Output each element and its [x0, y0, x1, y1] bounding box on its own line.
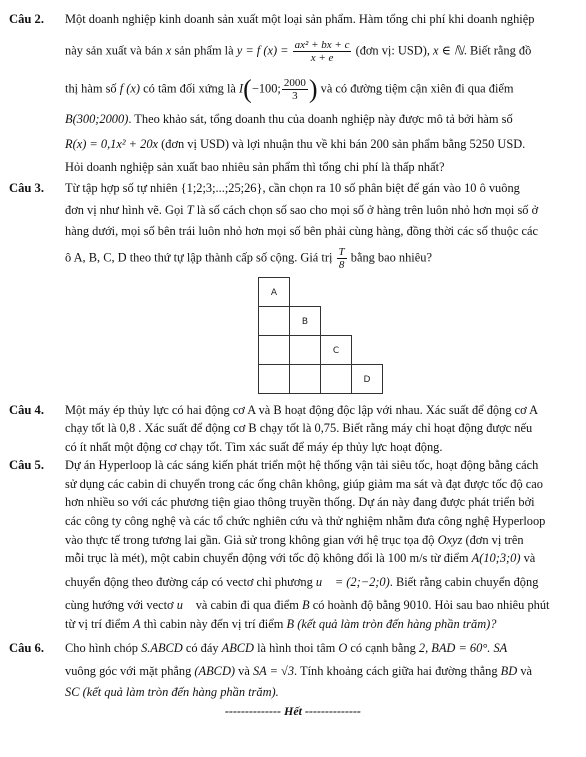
q3-line-4: ô A, B, C, D theo thứ tự lập thành cấp số cộng. Giá trị $\frac{T}{8}$ bằng bao nhiêu?: [65, 246, 432, 271]
q5-line-1: Dự án Hyperloop là các sáng kiến phát triển một hệ thống vận tải siêu tốc, hoạt động bằng cách: [65, 458, 539, 472]
q5-line-3: hơn nhiều so với các phương tiện giao thông truyền thống. Dự án này đang được phát triển bởi: [65, 495, 535, 509]
q5-line-2: sử dụng các cabin di chuyển trong các ống chân không, giúp giảm ma sát và đạt được tốc độ cao: [65, 477, 543, 491]
q4-line-2: chạy tốt là 0,8 . Xác suất để động cơ B chạy tốt là 0,75. Biết rằng máy chỉ hoạt động được nếu: [65, 421, 533, 435]
q5-line-9: từ vị trí điểm A thì cabin này đến vị trí điểm B (kết quả làm tròn đến hàng phần trăm)?: [65, 617, 497, 631]
end-marker: -------------- Hết --------------: [225, 704, 361, 718]
q2-line-1: Một doanh nghiệp kinh doanh sản xuất một loại sản phẩm. Hàm tổng chi phí khi doanh nghiệp: [65, 12, 535, 26]
q2-line-3: thị hàm số f (x) có tâm đối xứng là I(−100; $\frac{2000}{3}$ ) và có đường tiệm cận xiên đi qua điểm: [65, 74, 514, 104]
grid-cell: [289, 335, 321, 365]
grid-cell: [258, 364, 290, 394]
grid-cell: [258, 335, 290, 365]
q4-line-3: có ít nhất một động cơ chạy tốt. Tìm xác suất để máy ép thủy lực hoạt động.: [65, 440, 443, 454]
q2-line-2: này sản xuất và bán x sản phẩm là y = f (x) = $\frac{\text{ax² + bx + c}}{x + e}$ (đơn vị: USD), x ∈ ℕ. Biết rằng đồ: [65, 39, 532, 64]
grid-cell-c: C: [320, 335, 352, 365]
q5-line-5: vào thực tế trong tương lai gần. Giả sử trong không gian với hệ trục tọa độ Oxyz (đơn vị trên: [65, 533, 524, 547]
q2-line-6: Hỏi doanh nghiệp sản xuất bao nhiêu sản phẩm thì tổng chi phí là thấp nhất?: [65, 160, 445, 174]
q5-line-4: các công ty công nghệ và các tổ chức nghiên cứu và thử nghiệm nhằm đưa công nghệ Hyperloop: [65, 514, 546, 528]
grid-cell: [258, 306, 290, 336]
q5-line-7: chuyển động theo đường cáp có vectơ chỉ phương u⃗ = (2;−2;0). Biết rằng cabin chuyển động: [65, 575, 539, 589]
q2-line-4: B(300;2000). Theo khảo sát, tổng doanh thu của doanh nghiệp này được mô tả bởi hàm số: [65, 112, 513, 126]
grid-cell-d: D: [351, 364, 383, 394]
q3-line-1: Từ tập hợp số tự nhiên {1;2;3;...;25;26}, cần chọn ra 10 số phân biệt để gán vào 10 ô vuông: [65, 181, 520, 195]
q2-line-5: R(x) = 0,1x² + 20x (đơn vị USD) và lợi nhuận thu về khi bán 200 sản phẩm bằng 5250 USD.: [65, 137, 526, 151]
q6-line-1: Cho hình chóp S.ABCD có đáy ABCD là hình thoi tâm O có cạnh bằng 2, BAD = 60°. SA: [65, 641, 508, 655]
q5-line-8: cùng hướng với vectơ u⃗ và cabin đi qua điểm B có hoành độ bằng 9010. Hỏi sau bao nhiêu phút: [65, 598, 550, 612]
question-6-label: Câu 6.: [9, 641, 44, 655]
grid-cell: [289, 364, 321, 394]
grid-cell-a: A: [258, 277, 290, 307]
q3-line-3: hàng dưới, mọi số bên trái luôn nhỏ hơn mọi số bên phải cùng hàng, đồng thời các số thuộc các: [65, 224, 539, 238]
question-2-label: Câu 2.: [9, 12, 44, 26]
q6-line-3: SC (kết quả làm tròn đến hàng phần trăm).: [65, 685, 279, 699]
q4-line-1: Một máy ép thủy lực có hai động cơ A và B hoạt động độc lập với nhau. Xác suất để động cơ A: [65, 403, 539, 417]
question-5-label: Câu 5.: [9, 458, 44, 472]
grid-cell-b: B: [289, 306, 321, 336]
q3-line-2: đơn vị như hình vẽ. Gọi T là số cách chọn số sao cho mọi số ở hàng trên luôn nhỏ hơn mọi số ở: [65, 203, 539, 217]
cost-function-fraction: $\frac{\text{ax² + bx + c}}{x + e}$: [294, 39, 350, 64]
question-4-label: Câu 4.: [9, 403, 44, 417]
q5-line-6: mỗi trục là mét), một cabin chuyển động với tốc độ không đổi là 100 m/s từ điểm A(10;3;0) và: [65, 551, 536, 565]
q6-line-2: vuông góc với mặt phẳng (ABCD) và SA = √3. Tính khoảng cách giữa hai đường thẳng BD và: [65, 664, 533, 678]
grid-cell: [320, 364, 352, 394]
question-3-label: Câu 3.: [9, 181, 44, 195]
